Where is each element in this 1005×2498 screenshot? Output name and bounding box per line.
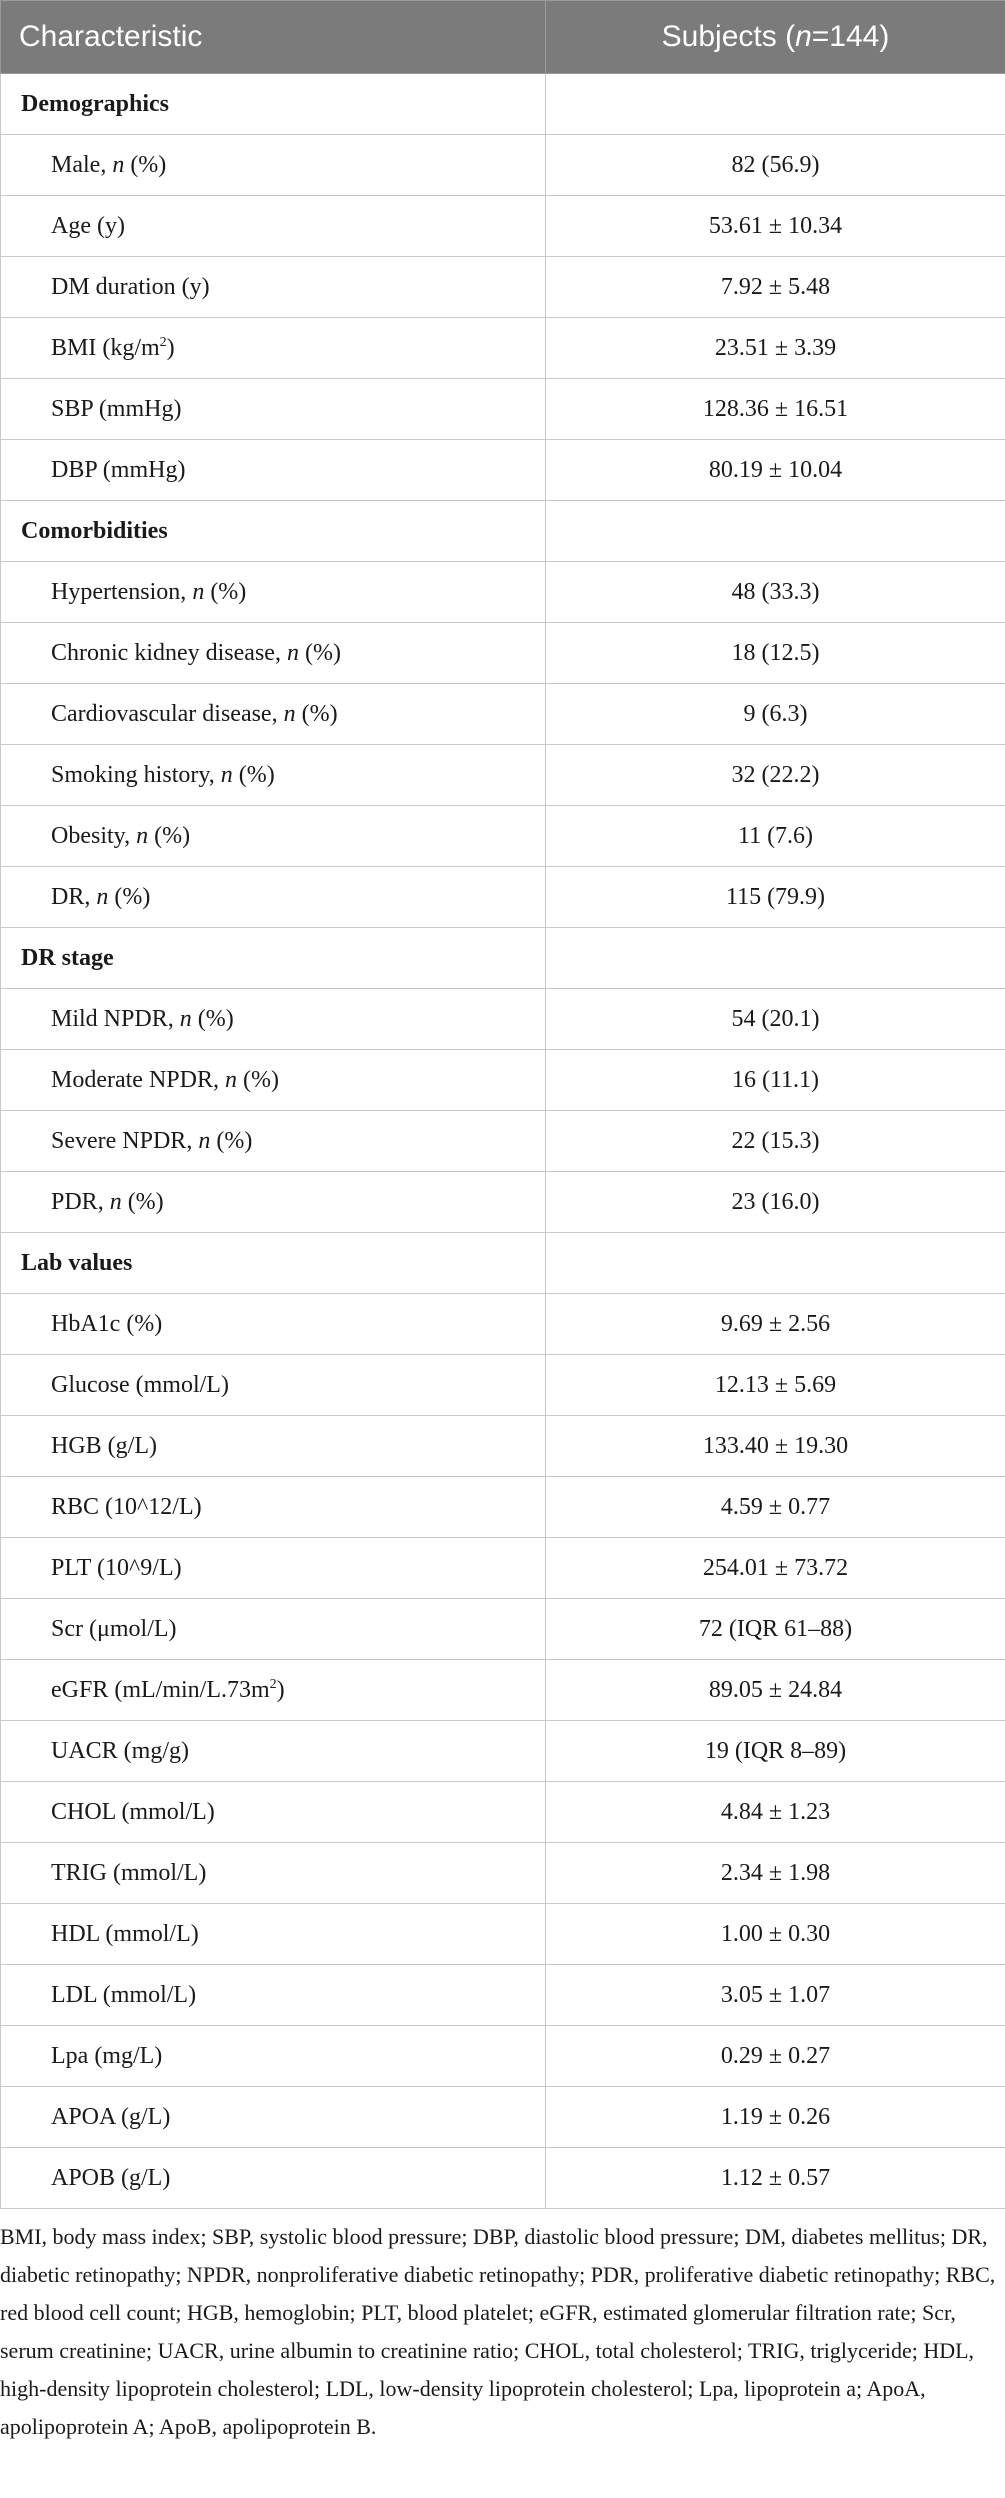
row-label: [1, 379, 546, 440]
label-italic: n: [96, 883, 109, 910]
label-italic: n: [112, 151, 125, 178]
row-value: 1.19 ± 0.26: [546, 2087, 1005, 2148]
label-text: UACR (mg/g): [51, 1737, 189, 1764]
label-suffix: ): [276, 1676, 285, 1703]
row-value: 0.29 ± 0.27: [546, 2026, 1005, 2087]
table-row: [1, 1172, 1005, 1233]
table-row: [1, 1782, 1005, 1843]
label-suffix: (%): [295, 700, 338, 727]
row-label: [1, 1538, 546, 1599]
label-superscript: 2: [159, 334, 167, 350]
table-row: [1, 1721, 1005, 1782]
table-row: [1, 562, 1005, 623]
section-empty-cell: [546, 74, 1005, 135]
row-value: 32 (22.2): [546, 745, 1005, 806]
table-row: [1, 1599, 1005, 1660]
label-italic: n: [109, 1188, 122, 1215]
table-row: [1, 1111, 1005, 1172]
row-value: 22 (15.3): [546, 1111, 1005, 1172]
table-row: [1, 196, 1005, 257]
row-label: [1, 1111, 546, 1172]
label-suffix: (%): [210, 1127, 253, 1154]
row-label: [1, 318, 546, 379]
label-italic: n: [286, 639, 299, 666]
label-text: Scr (μmol/L): [51, 1615, 177, 1642]
row-value: 9 (6.3): [546, 684, 1005, 745]
table-row: [1, 1294, 1005, 1355]
label-text: APOA (g/L): [51, 2103, 171, 2130]
label-suffix: (%): [298, 639, 341, 666]
table-row: [1, 135, 1005, 196]
section-empty-cell: [546, 501, 1005, 562]
table-row: [1, 257, 1005, 318]
label-suffix: (%): [121, 1188, 164, 1215]
table-row: [1, 2148, 1005, 2209]
row-value: 23 (16.0): [546, 1172, 1005, 1233]
row-label: [1, 1172, 546, 1233]
table-row: [1, 1477, 1005, 1538]
section-row: [1, 1233, 1005, 1294]
row-label: [1, 1660, 546, 1721]
label-text: CHOL (mmol/L): [51, 1798, 215, 1825]
row-label: [1, 135, 546, 196]
row-label: [1, 1721, 546, 1782]
section-empty-cell: [546, 928, 1005, 989]
label-text: TRIG (mmol/L): [51, 1859, 207, 1886]
row-value: 54 (20.1): [546, 989, 1005, 1050]
label-italic: n: [283, 700, 296, 727]
label-text: SBP (mmHg): [51, 395, 182, 422]
table-row: [1, 1050, 1005, 1111]
table-row: [1, 2087, 1005, 2148]
row-value: 2.34 ± 1.98: [546, 1843, 1005, 1904]
row-value: 115 (79.9): [546, 867, 1005, 928]
row-value: 80.19 ± 10.04: [546, 440, 1005, 501]
label-text: Smoking history,: [51, 761, 221, 788]
row-value: 3.05 ± 1.07: [546, 1965, 1005, 2026]
label-text: Severe NPDR,: [51, 1127, 199, 1154]
label-text: DBP (mmHg): [51, 456, 186, 483]
row-value: 4.84 ± 1.23: [546, 1782, 1005, 1843]
row-label: [1, 1416, 546, 1477]
table-header-row: [1, 1, 1005, 74]
header-subjects-n: n: [795, 20, 812, 53]
label-text: LDL (mmol/L): [51, 1981, 197, 2008]
label-text: Glucose (mmol/L): [51, 1371, 229, 1398]
table-row: [1, 1538, 1005, 1599]
label-suffix: (%): [148, 822, 191, 849]
label-italic: n: [198, 1127, 211, 1154]
label-text: Hypertension,: [51, 578, 193, 605]
row-label: [1, 1294, 546, 1355]
label-suffix: (%): [124, 151, 167, 178]
label-text: Lpa (mg/L): [51, 2042, 163, 2069]
row-value: 7.92 ± 5.48: [546, 257, 1005, 318]
row-value: 12.13 ± 5.69: [546, 1355, 1005, 1416]
table-row: [1, 318, 1005, 379]
row-value: 23.51 ± 3.39: [546, 318, 1005, 379]
label-italic: n: [179, 1005, 192, 1032]
section-title: Demographics: [1, 74, 546, 135]
row-label: [1, 257, 546, 318]
label-text: RBC (10^12/L): [51, 1493, 202, 1520]
table-row: [1, 1355, 1005, 1416]
row-label: [1, 1843, 546, 1904]
label-text: Cardiovascular disease,: [51, 700, 284, 727]
table-row: [1, 806, 1005, 867]
row-label: [1, 562, 546, 623]
row-value: 1.00 ± 0.30: [546, 1904, 1005, 1965]
label-suffix: ): [166, 334, 175, 361]
row-value: 9.69 ± 2.56: [546, 1294, 1005, 1355]
row-value: 128.36 ± 16.51: [546, 379, 1005, 440]
table-row: [1, 379, 1005, 440]
table-body: [1, 74, 1005, 2209]
label-text: Obesity,: [51, 822, 137, 849]
row-label: [1, 684, 546, 745]
label-text: APOB (g/L): [51, 2164, 171, 2191]
label-italic: n: [224, 1066, 237, 1093]
header-characteristic: Characteristic: [1, 1, 546, 74]
row-label: [1, 806, 546, 867]
label-suffix: (%): [232, 761, 275, 788]
row-value: 72 (IQR 61–88): [546, 1599, 1005, 1660]
label-suffix: (%): [204, 578, 247, 605]
section-title: Comorbidities: [1, 501, 546, 562]
row-label: [1, 989, 546, 1050]
row-label: [1, 1782, 546, 1843]
row-label: [1, 1599, 546, 1660]
label-text: HDL (mmol/L): [51, 1920, 199, 1947]
row-value: 19 (IQR 8–89): [546, 1721, 1005, 1782]
label-text: BMI (kg/m: [51, 334, 160, 361]
label-text: Moderate NPDR,: [51, 1066, 225, 1093]
section-title: Lab values: [1, 1233, 546, 1294]
label-text: DR,: [51, 883, 97, 910]
row-value: 82 (56.9): [546, 135, 1005, 196]
row-label: [1, 1965, 546, 2026]
row-value: 48 (33.3): [546, 562, 1005, 623]
row-value: 53.61 ± 10.34: [546, 196, 1005, 257]
row-label: [1, 2026, 546, 2087]
label-text: Chronic kidney disease,: [51, 639, 287, 666]
label-text: Age (y): [51, 212, 125, 239]
table-row: [1, 1416, 1005, 1477]
table-row: [1, 989, 1005, 1050]
label-text: DM duration (y): [51, 273, 210, 300]
label-text: PDR,: [51, 1188, 110, 1215]
row-label: [1, 1477, 546, 1538]
table-row: [1, 1843, 1005, 1904]
row-label: [1, 1355, 546, 1416]
header-subjects: [546, 1, 1005, 74]
table-row: [1, 745, 1005, 806]
row-label: [1, 196, 546, 257]
row-value: 133.40 ± 19.30: [546, 1416, 1005, 1477]
row-label: [1, 745, 546, 806]
row-label: [1, 623, 546, 684]
row-label: [1, 867, 546, 928]
label-suffix: (%): [236, 1066, 279, 1093]
table-row: [1, 440, 1005, 501]
label-text: Male,: [51, 151, 113, 178]
table-row: [1, 1904, 1005, 1965]
section-empty-cell: [546, 1233, 1005, 1294]
row-label: [1, 1904, 546, 1965]
row-value: 18 (12.5): [546, 623, 1005, 684]
row-value: 16 (11.1): [546, 1050, 1005, 1111]
table-row: [1, 867, 1005, 928]
label-text: Mild NPDR,: [51, 1005, 180, 1032]
table-footnote: BMI, body mass index; SBP, systolic blood pressure; DBP, diastolic blood pressure; DM, diabetes mellitus; DR, diabetic retinopathy; NPDR, nonproliferative diabetic retinopathy; PDR, proliferative diabetic retinopathy; RBC, red blood cell count; HGB, hemoglobin; PLT, blood platelet; eGFR, estimated glomerular filtration rate; Scr, serum creatinine; UACR, urine albumin to creatinine ratio; CHOL, total cholesterol; TRIG, triglyceride; HDL, high-density lipoprotein cholesterol; LDL, low-density lipoprotein cholesterol; Lpa, lipoprotein a; ApoA, apolipoprotein A; ApoB, apolipoprotein B.: [0, 2224, 996, 2439]
row-value: 89.05 ± 24.84: [546, 1660, 1005, 1721]
table-row: [1, 1660, 1005, 1721]
table-row: [1, 623, 1005, 684]
table-row: [1, 2026, 1005, 2087]
header-subjects-prefix: Subjects (: [661, 20, 796, 53]
label-italic: n: [192, 578, 205, 605]
row-value: 1.12 ± 0.57: [546, 2148, 1005, 2209]
row-label: [1, 2087, 546, 2148]
row-value: 254.01 ± 73.72: [546, 1538, 1005, 1599]
row-value: 4.59 ± 0.77: [546, 1477, 1005, 1538]
row-value: 11 (7.6): [546, 806, 1005, 867]
table-row: [1, 1965, 1005, 2026]
section-row: [1, 74, 1005, 135]
label-suffix: (%): [108, 883, 151, 910]
label-text: HbA1c (%): [51, 1310, 163, 1337]
table-row: [1, 684, 1005, 745]
label-text: HGB (g/L): [51, 1432, 157, 1459]
label-italic: n: [220, 761, 233, 788]
label-text: eGFR (mL/min/L.73m: [51, 1676, 270, 1703]
row-label: [1, 1050, 546, 1111]
label-italic: n: [136, 822, 149, 849]
label-text: PLT (10^9/L): [51, 1554, 182, 1581]
header-subjects-suffix: =144): [811, 20, 890, 53]
section-row: [1, 501, 1005, 562]
row-label: [1, 2148, 546, 2209]
label-superscript: 2: [269, 1676, 277, 1692]
section-title: DR stage: [1, 928, 546, 989]
row-label: [1, 440, 546, 501]
label-suffix: (%): [191, 1005, 234, 1032]
section-row: [1, 928, 1005, 989]
